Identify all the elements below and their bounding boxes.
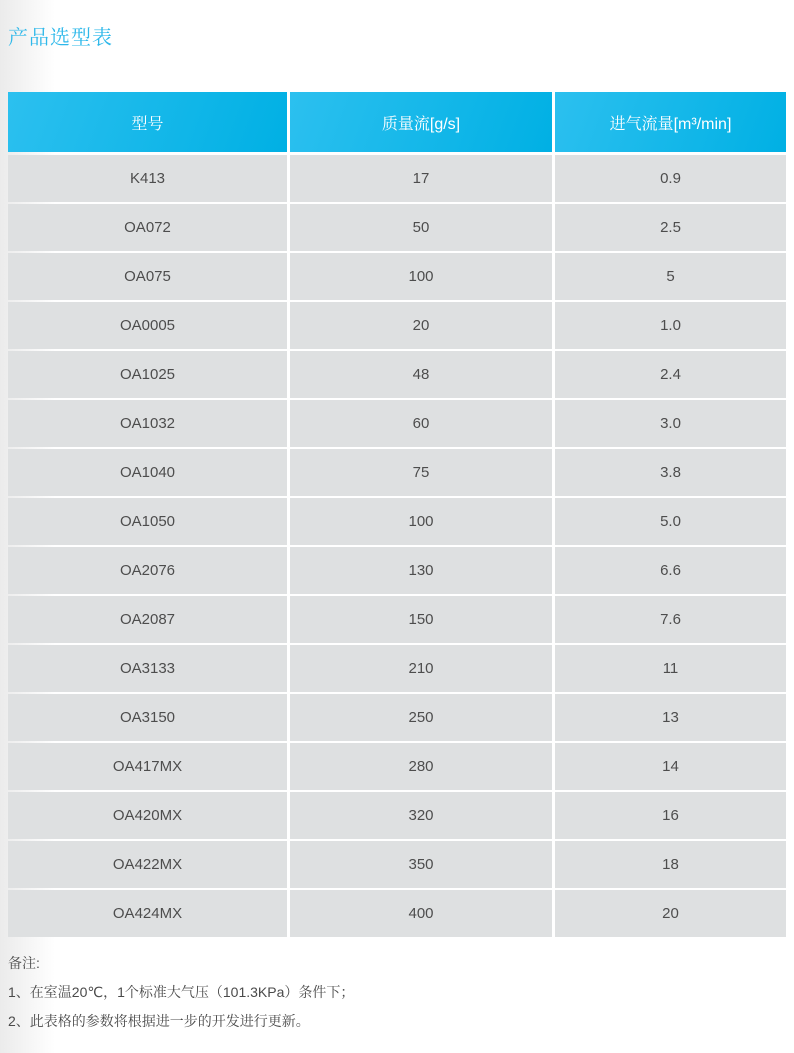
model-cell: OA3150 [8,694,287,741]
table-body [8,155,786,937]
model-cell: OA422MX [8,841,287,888]
model-cell: OA075 [8,253,287,300]
table-row [8,890,786,937]
model-cell: OA417MX [8,743,287,790]
intake-flow-cell: 18 [555,841,786,888]
model-cell: OA2076 [8,547,287,594]
model-cell: OA420MX [8,792,287,839]
mass-flow-cell: 20 [290,302,552,349]
table-header-row [8,92,786,152]
table-row [8,155,786,202]
mass-flow-cell: 350 [290,841,552,888]
mass-flow-cell: 400 [290,890,552,937]
table-row [8,253,786,300]
header-cell-intake-flow: 进气流量[m³/min] [555,92,786,152]
table-row [8,547,786,594]
table-row [8,694,786,741]
mass-flow-cell: 60 [290,400,552,447]
intake-flow-cell: 2.4 [555,351,786,398]
header-cell-mass-flow: 质量流[g/s] [290,92,552,152]
intake-flow-cell: 7.6 [555,596,786,643]
note-item: 1、在室温20℃，1个标准大气压（101.3KPa）条件下； [8,984,355,1000]
mass-flow-cell: 130 [290,547,552,594]
model-cell: OA1050 [8,498,287,545]
mass-flow-cell: 100 [290,253,552,300]
mass-flow-cell: 50 [290,204,552,251]
intake-flow-cell: 16 [555,792,786,839]
intake-flow-cell: 11 [555,645,786,692]
header-cell-model: 型号 [8,92,287,152]
intake-flow-cell: 6.6 [555,547,786,594]
mass-flow-cell: 210 [290,645,552,692]
model-cell: K413 [8,155,287,202]
mass-flow-cell: 280 [290,743,552,790]
page-title: 产品选型表 [8,27,113,50]
table-row [8,400,786,447]
mass-flow-cell: 250 [290,694,552,741]
intake-flow-cell: 2.5 [555,204,786,251]
table-row [8,645,786,692]
table-row [8,351,786,398]
mass-flow-cell: 150 [290,596,552,643]
intake-flow-cell: 3.8 [555,449,786,496]
intake-flow-cell: 5.0 [555,498,786,545]
intake-flow-cell: 14 [555,743,786,790]
note-item: 2、此表格的参数将根据进一步的开发进行更新。 [8,1013,310,1029]
table-row [8,596,786,643]
table-row [8,498,786,545]
notes-heading: 备注: [8,955,40,971]
notes-section [8,949,354,1036]
model-cell: OA2087 [8,596,287,643]
model-cell: OA0005 [8,302,287,349]
intake-flow-cell: 20 [555,890,786,937]
intake-flow-cell: 5 [555,253,786,300]
mass-flow-cell: 75 [290,449,552,496]
table-row [8,204,786,251]
mass-flow-cell: 320 [290,792,552,839]
table-row [8,449,786,496]
model-cell: OA1040 [8,449,287,496]
intake-flow-cell: 3.0 [555,400,786,447]
model-cell: OA1032 [8,400,287,447]
model-cell: OA1025 [8,351,287,398]
table-row [8,743,786,790]
mass-flow-cell: 100 [290,498,552,545]
intake-flow-cell: 13 [555,694,786,741]
model-cell: OA3133 [8,645,287,692]
model-cell: OA424MX [8,890,287,937]
intake-flow-cell: 0.9 [555,155,786,202]
product-selection-table [8,92,786,939]
intake-flow-cell: 1.0 [555,302,786,349]
model-cell: OA072 [8,204,287,251]
mass-flow-cell: 48 [290,351,552,398]
table-row [8,792,786,839]
table-row [8,302,786,349]
table-row [8,841,786,888]
mass-flow-cell: 17 [290,155,552,202]
